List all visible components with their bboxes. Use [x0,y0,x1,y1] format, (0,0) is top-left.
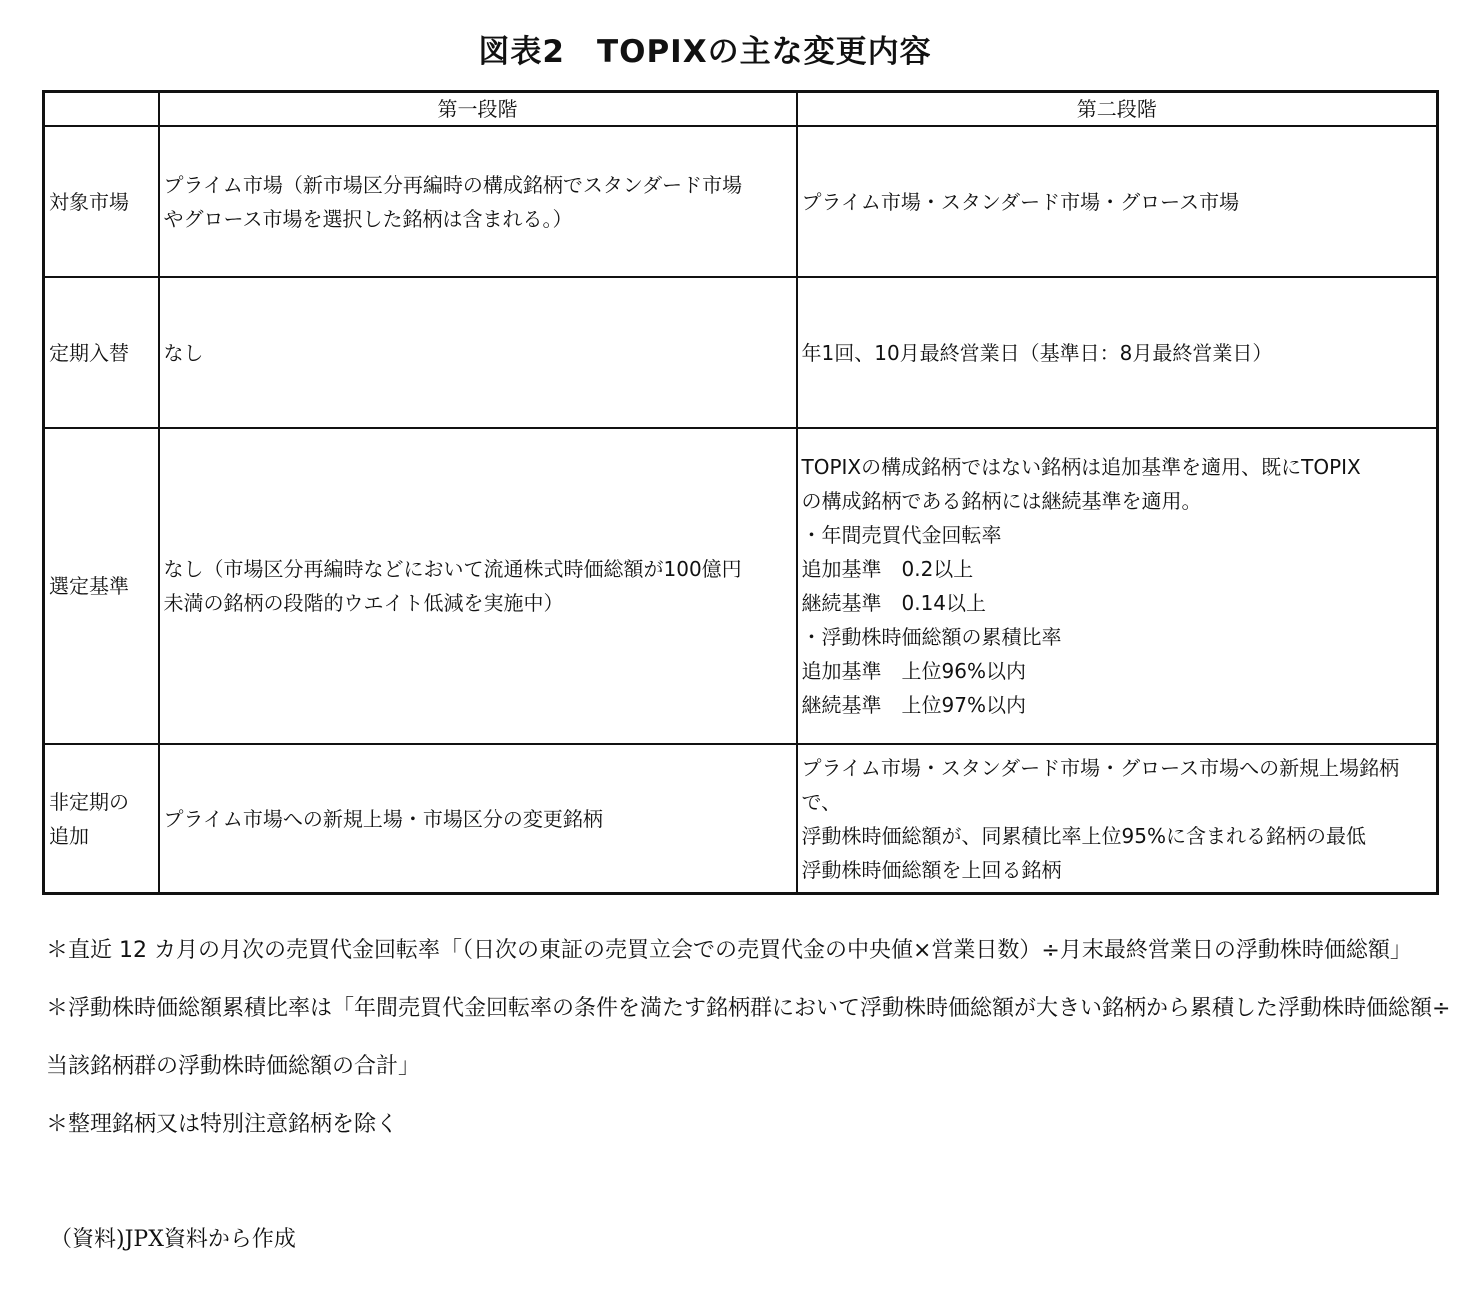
stage1-cell: プライム市場（新市場区分再編時の構成銘柄でスタンダード市場 やグロース市場を選択した銘柄は含まれる。） [159,126,797,277]
stage2-cell: プライム市場・スタンダード市場・グロース市場 [797,126,1438,277]
table-header-row [44,92,1438,127]
figure-title: 図表2 TOPIXの主な変更内容 [478,34,932,70]
row-label: 選定基準 [44,428,159,744]
stage1-cell: なし [159,277,797,428]
source-note: （資料)JPX資料から作成 [50,1227,296,1252]
header-blank [44,92,159,127]
stage1-cell: プライム市場への新規上場・市場区分の変更銘柄 [159,744,797,894]
stage1-cell: なし（市場区分再編時などにおいて流通株式時価総額が100億円 未満の銘柄の段階的ウエイト低減を実施中） [159,428,797,744]
stage2-cell: 年1回、10月最終営業日（基準日：8月最終営業日） [797,277,1438,428]
comparison-table [42,90,1439,895]
table-row [44,744,1438,894]
table-row [44,126,1438,277]
footnotes [46,922,1471,1154]
row-label: 非定期の 追加 [44,744,159,894]
header-stage1: 第一段階 [159,92,797,127]
footnote: ＊浮動株時価総額累積比率は「年間売買代金回転率の条件を満たす銘柄群において浮動株時価総額が大きい銘柄から累積した浮動株時価総額÷当該銘柄群の浮動株時価総額の合計」 [46,996,1451,1079]
stage2-cell: プライム市場・スタンダード市場・グロース市場への新規上場銘柄で、 浮動株時価総額が、同累積比率上位95%に含まれる銘柄の最低 浮動株時価総額を上回る銘柄 [797,744,1438,894]
row-label: 対象市場 [44,126,159,277]
footnote: ＊整理銘柄又は特別注意銘柄を除く [46,1112,399,1137]
footnote: ＊直近 12 カ月の月次の売買代金回転率「（日次の東証の売買立会での売買代金の中央値×営業日数）÷月末最終営業日の浮動株時価総額」 [46,938,1412,963]
row-label: 定期入替 [44,277,159,428]
table-row [44,428,1438,744]
table-row [44,277,1438,428]
header-stage2: 第二段階 [797,92,1438,127]
stage2-cell: TOPIXの構成銘柄ではない銘柄は追加基準を適用、既にTOPIX の構成銘柄である銘柄には継続基準を適用。 ・年間売買代金回転率 追加基準 0.2以上 継続基準 0.14以上 ・浮動株時価総額の累積比率 追加基準 上位96%以内 継続基準 上位97%以内 [797,428,1438,744]
